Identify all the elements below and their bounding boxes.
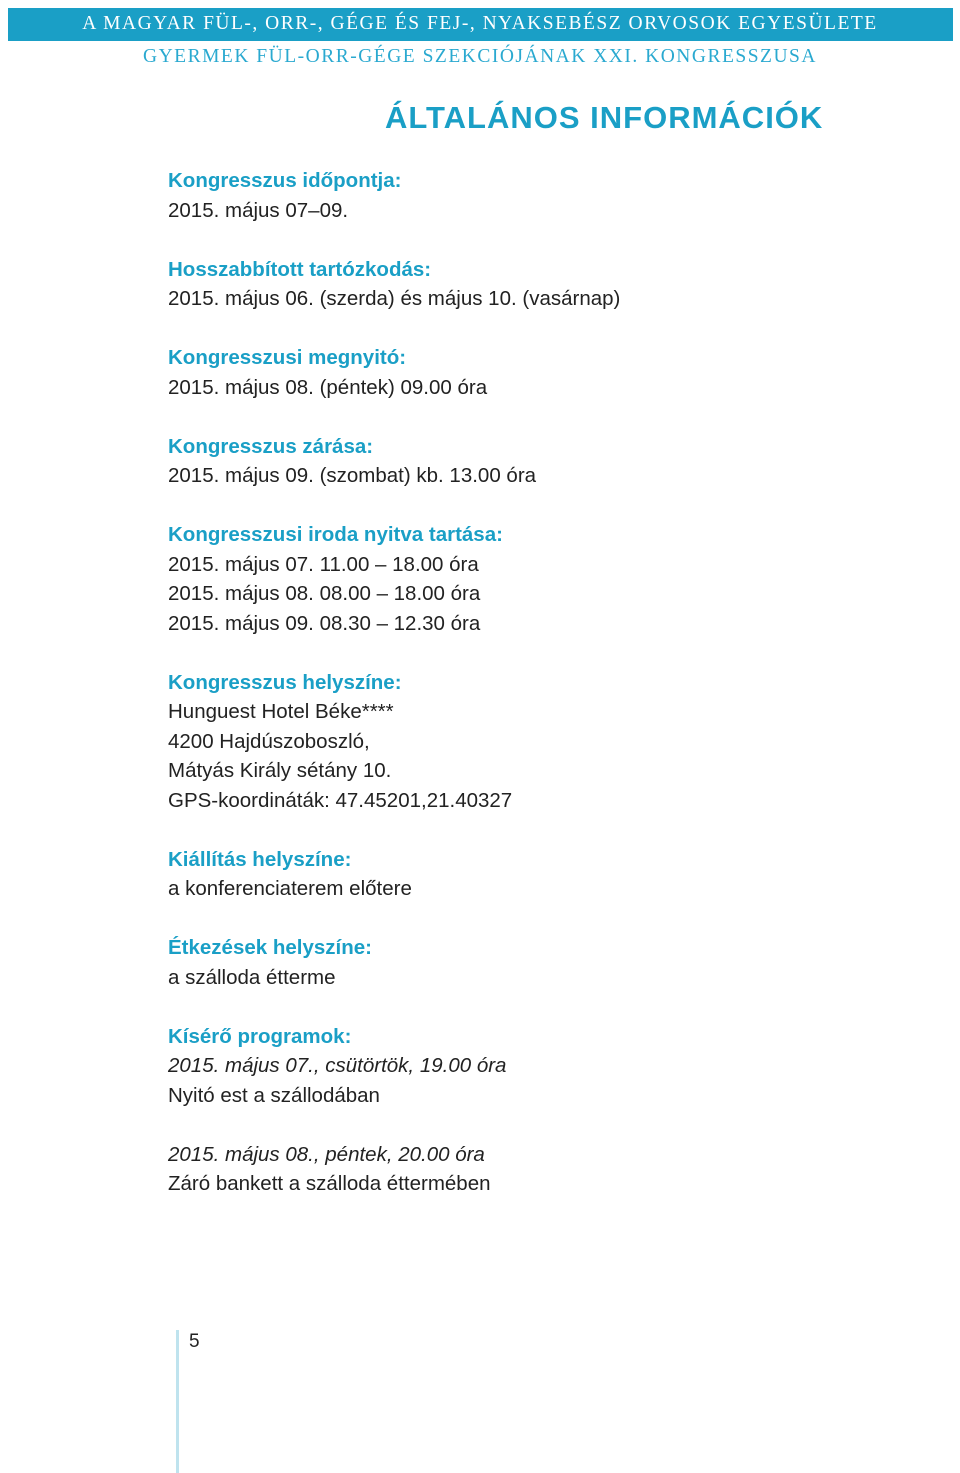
venue-hotel: Hunguest Hotel Béke**** (168, 700, 394, 723)
opening-value: 2015. május 08. (péntek) 09.00 óra (168, 375, 488, 399)
page-number: 5 (189, 1331, 200, 1352)
office-hours-line: 2015. május 09. 08.30 – 12.30 óra (168, 611, 481, 635)
office-hours-line: 2015. május 08. 08.00 – 18.00 óra (168, 582, 481, 605)
extended-stay-value: 2015. május 06. (szerda) és május 10. (vasárnap) (168, 287, 621, 310)
meals-value: a szálloda étterme (168, 965, 336, 989)
exhibition-value: a konferenciaterem előtere (168, 877, 412, 900)
dates-value: 2015. május 07–09. (168, 198, 349, 222)
info-content (168, 166, 868, 1199)
venue-label: Kongresszus helyszíne: (168, 670, 402, 694)
program-desc: Záró bankett a szálloda éttermében (168, 1172, 491, 1195)
exhibition-label: Kiállítás helyszíne: (168, 847, 352, 871)
programs-label: Kísérő programok: (168, 1024, 352, 1048)
office-hours-line: 2015. május 07. 11.00 – 18.00 óra (168, 552, 479, 576)
venue-gps: GPS-koordináták: 47.45201,21.40327 (168, 788, 513, 812)
venue-street: Mátyás Király sétány 10. (168, 759, 392, 782)
opening-label: Kongresszusi megnyitó: (168, 346, 407, 369)
closing-label: Kongresszus zárása: (168, 434, 374, 458)
venue-city: 4200 Hajdúszoboszló, (168, 729, 370, 753)
meals-label: Étkezések helyszíne: (168, 936, 372, 959)
page-title: ÁLTALÁNOS INFORMÁCIÓK (385, 100, 824, 135)
program-date: 2015. május 08., péntek, 20.00 óra (168, 1142, 485, 1166)
office-hours-label: Kongresszusi iroda nyitva tartása: (168, 523, 503, 546)
dates-label: Kongresszus időpontja: (168, 169, 402, 192)
program-date: 2015. május 07., csütörtök, 19.00 óra (168, 1054, 507, 1077)
closing-value: 2015. május 09. (szombat) kb. 13.00 óra (168, 464, 537, 487)
page-number-rule (176, 1330, 179, 1473)
program-desc: Nyitó est a szállodában (168, 1083, 380, 1107)
header-society-name: A MAGYAR FÜL-, ORR-, GÉGE ÉS FEJ-, NYAKSEBÉSZ ORVOSOK EGYESÜLETE (82, 13, 878, 34)
header-congress-name: GYERMEK FÜL-ORR-GÉGE SZEKCIÓJÁNAK XXI. KONGRESSZUSA (143, 46, 817, 67)
extended-stay-label: Hosszabbított tartózkodás: (168, 257, 432, 281)
